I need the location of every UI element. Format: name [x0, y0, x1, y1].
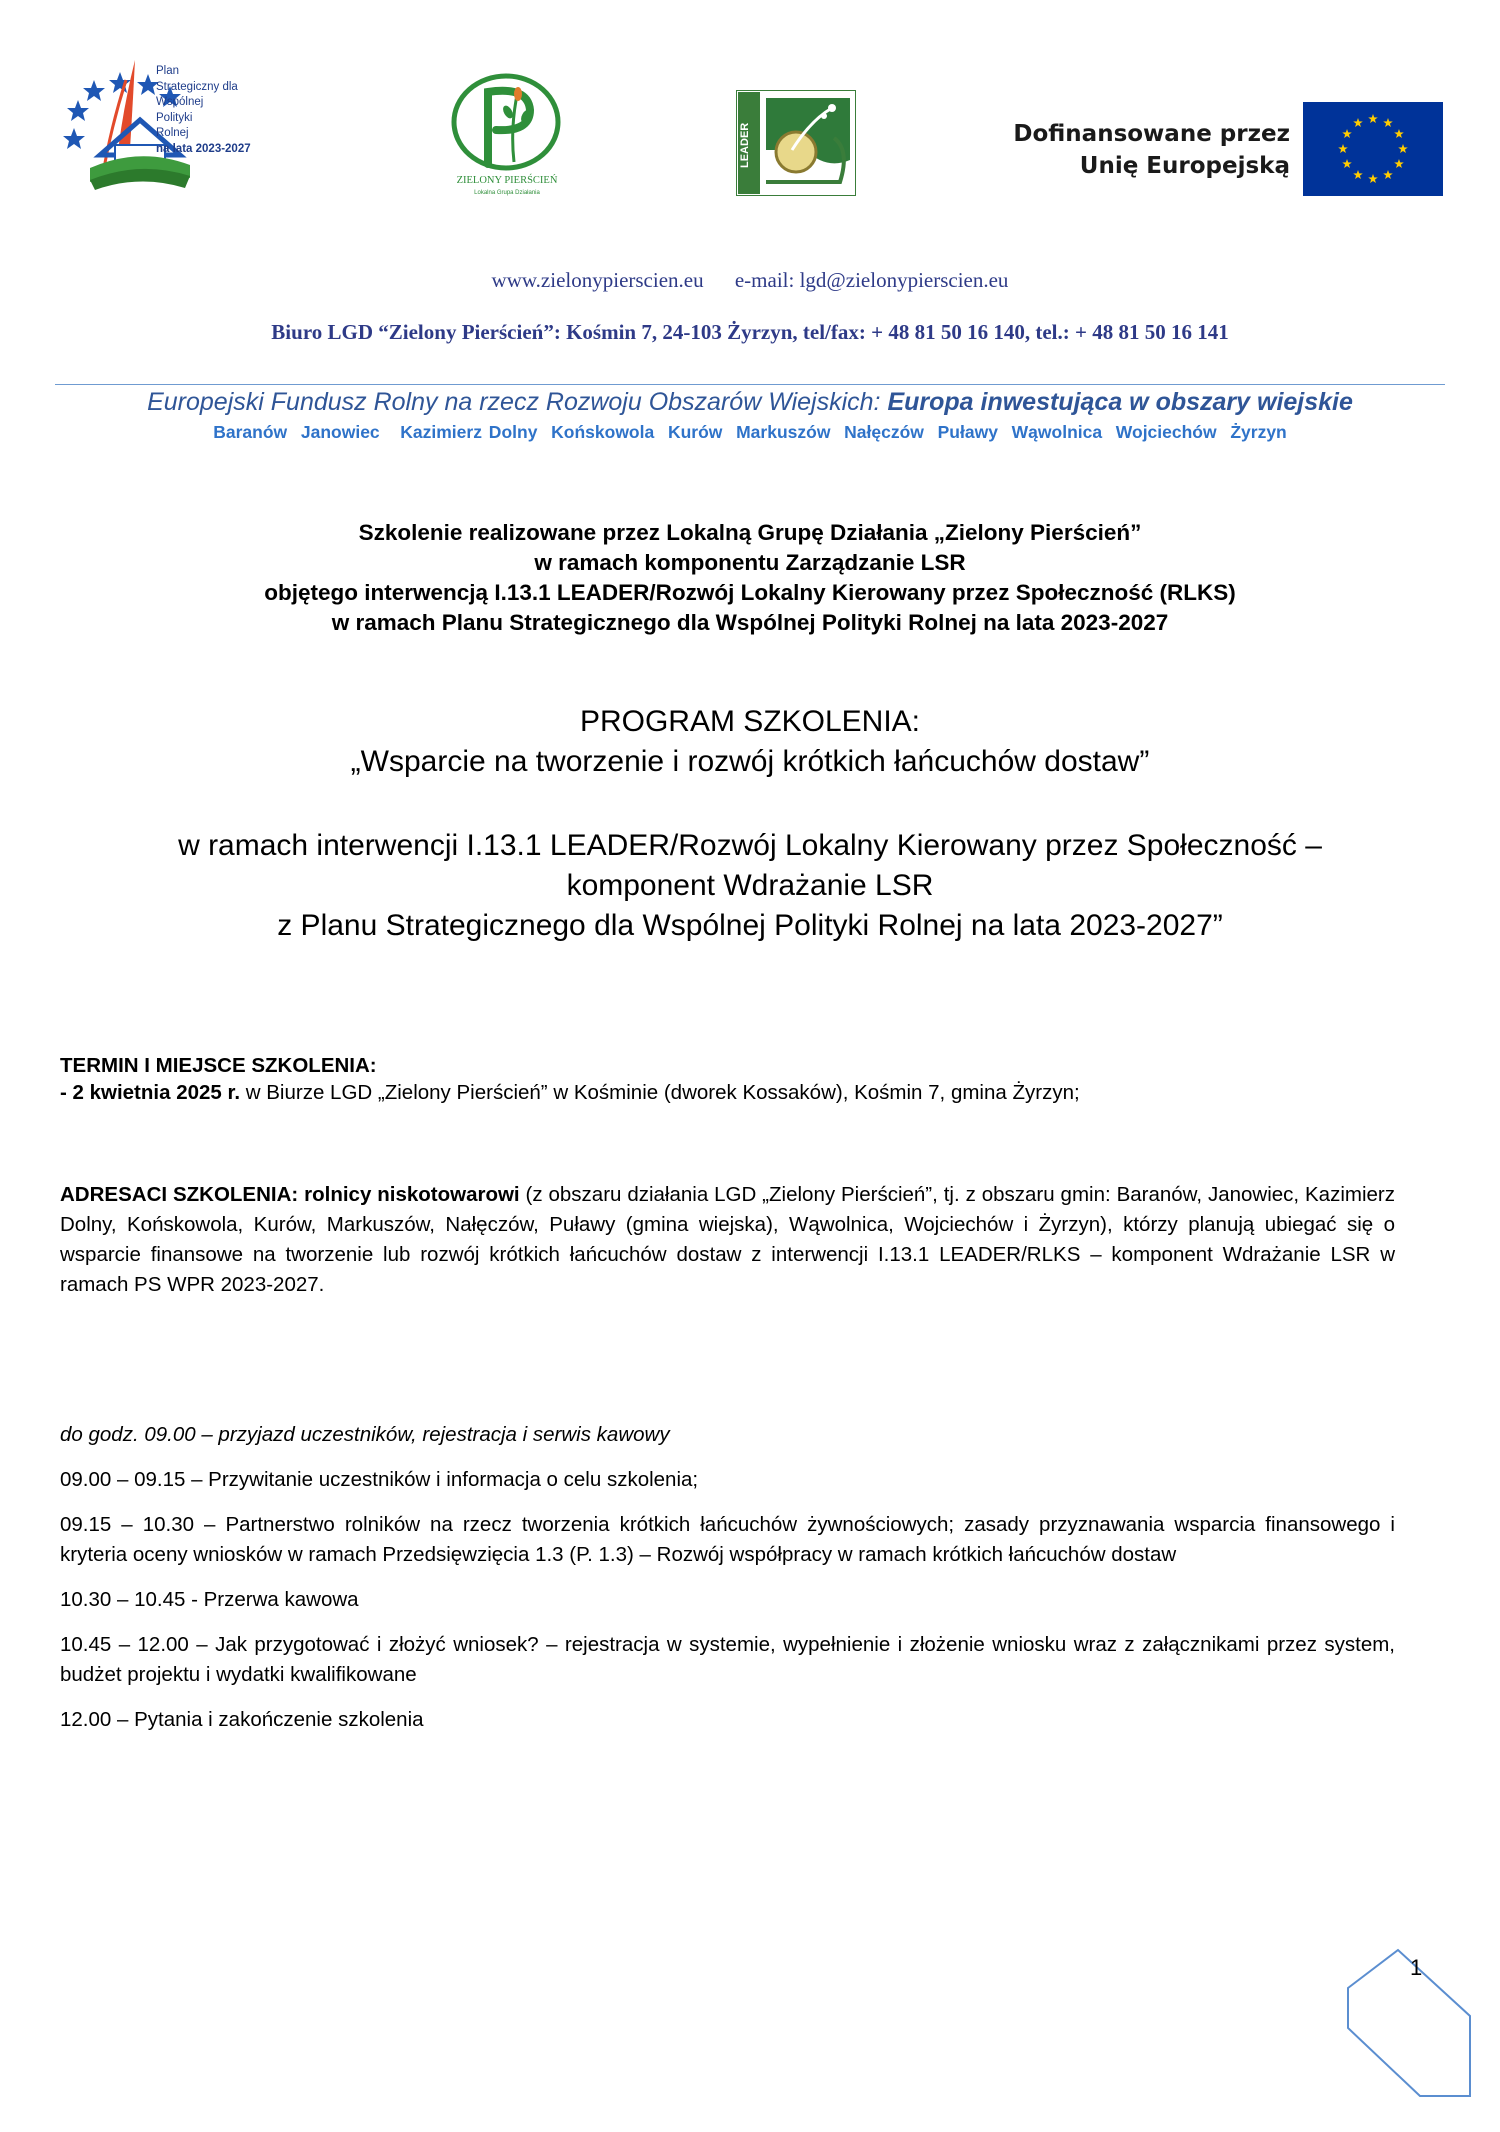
- agenda-item: 12.00 – Pytania i zakończenie szkolenia: [60, 1708, 424, 1731]
- agenda-item: 10.45 – 12.00 – Jak przygotować i złożyć wniosek? – rejestracja w systemie, wypełnienie i złożenie wniosku wraz z załącznikami przez system, budżet projektu i wydatki kwalifikowane: [60, 1633, 1395, 1686]
- intro-line: w ramach komponentu Zarządzanie LSR: [534, 550, 966, 575]
- plan-line: Polityki: [156, 111, 193, 124]
- plan-line: Strategiczny dla: [156, 80, 238, 93]
- email-link[interactable]: e-mail: lgd@zielonypierscien.eu: [734, 268, 1009, 292]
- website-link[interactable]: www.zielonypierscien.eu: [491, 268, 704, 292]
- zielony-pierscien-label: ZIELONY PIERŚCIEŃ: [456, 175, 558, 186]
- eu-funding-text: [1000, 118, 1290, 182]
- plan-line: Wspólnej: [156, 96, 204, 108]
- page-number: 1: [1410, 1955, 1423, 1980]
- fund-emphasis: Europa inwestująca w obszary wiejskie: [887, 388, 1353, 416]
- page-number-marker: [1338, 1948, 1478, 2098]
- intro-block: [100, 518, 1400, 638]
- termin-date: - 2 kwietnia 2025 r.: [60, 1081, 241, 1104]
- zielony-pierscien-sublabel: Lokalna Grupa Działania: [474, 190, 540, 196]
- program-subtitle-line: z Planu Strategicznego dla Wspólnej Polityki Rolnej na lata 2023-2027”: [277, 909, 1223, 942]
- plan-strategiczny-logo: [60, 50, 340, 190]
- program-title: „Wsparcie na tworzenie i rozwój krótkich łańcuchów dostaw”: [350, 745, 1150, 778]
- leader-logo: [736, 90, 856, 196]
- intro-line: w ramach Planu Strategicznego dla Wspólnej Polityki Rolnej na lata 2023-2027: [331, 610, 1169, 635]
- gminy-list: Baranów Janowiec Kazimierz Dolny Końskowola Kurów Markuszów Nałęczów Puławy Wąwolnica Wojciechów Żyrzyn: [213, 422, 1287, 442]
- adresaci-label: ADRESACI SZKOLENIA: rolnicy niskotowarowi: [60, 1183, 520, 1206]
- agenda-item: 09.00 – 09.15 – Przywitanie uczestników i informacja o celu szkolenia;: [60, 1468, 699, 1491]
- agenda-item: 10.30 – 10.45 - Przerwa kawowa: [60, 1588, 359, 1611]
- fund-prefix: Europejski Fundusz Rolny na rzecz Rozwoju Obszarów Wiejskich:: [147, 388, 888, 416]
- fund-line: [0, 388, 1500, 417]
- termin-heading: TERMIN I MIEJSCE SZKOLENIA:: [60, 1054, 377, 1077]
- agenda-item: 09.15 – 10.30 – Partnerstwo rolników na rzecz tworzenia krótkich łańcuchów żywnościowych; zasady przyznawania wsparcia finansowego i kryteria oceny wniosków w ramach Przedsięwzięcia 1.3 (P. 1.3) – Rozwój współpracy w ramach krótkich łańcuchów dostaw: [60, 1513, 1395, 1566]
- termin-section: [60, 1052, 1460, 1106]
- adresaci-section: [60, 1180, 1395, 1300]
- termin-place: w Biurze LGD „Zielony Pierścień” w Kośminie (dworek Kossaków), Kośmin 7, gmina Żyrzyn;: [240, 1081, 1080, 1104]
- program-heading: PROGRAM SZKOLENIA:: [579, 705, 921, 738]
- termin-details: [60, 1079, 1460, 1106]
- program-subtitle-line: w ramach interwencji I.13.1 LEADER/Rozwój Lokalny Kierowany przez Społeczność –: [178, 829, 1322, 862]
- agenda-list: [60, 1420, 1395, 1750]
- plan-line: na lata 2023-2027: [156, 142, 251, 155]
- eu-funding-line: Dofinansowane przez: [1013, 121, 1290, 147]
- header-divider: [55, 384, 1445, 385]
- intro-line: objętego interwencją I.13.1 LEADER/Rozwój Lokalny Kierowany przez Społeczność (RLKS): [264, 580, 1236, 605]
- program-subtitle-block: [100, 826, 1400, 946]
- office-address: Biuro LGD “Zielony Pierścień”: Kośmin 7, 24-103 Żyrzyn, tel/fax: + 48 81 50 16 140, tel.: + 48 81 50 16 141: [271, 320, 1229, 344]
- program-subtitle-line: komponent Wdrażanie LSR: [566, 869, 934, 902]
- intro-line: Szkolenie realizowane przez Lokalną Grupę Działania „Zielony Pierścień”: [358, 520, 1142, 545]
- agenda-item: do godz. 09.00 – przyjazd uczestników, rejestracja i serwis kawowy: [60, 1423, 670, 1446]
- leader-label: LEADER: [739, 122, 751, 168]
- eu-funding-line: Unię Europejską: [1079, 153, 1290, 179]
- plan-line: Plan: [156, 65, 180, 77]
- plan-line: Rolnej: [156, 127, 189, 139]
- adresaci-text: (z obszaru działania LGD „Zielony Pierścień”, tj. z obszaru gmin: Baranów, Janowiec, Kazimierz Dolny, Końskowola, Kurów, Markuszów, Nałęczów, Puławy (gmina wiejska), Wąwolnica, Wojciechów i Żyrzyn), którzy planują ubiegać się o wsparcie finansowe na tworzenie lub rozwój krótkich łańcuchów dostaw z interwencji I.13.1 LEADER/RLKS – komponent Wdrażanie LSR w ramach PS WPR 2023-2027.: [60, 1183, 1395, 1296]
- zielony-pierscien-logo: [448, 72, 566, 200]
- program-title-block: [100, 702, 1400, 782]
- eu-flag-icon: [1303, 102, 1443, 196]
- contact-line: [0, 268, 1500, 293]
